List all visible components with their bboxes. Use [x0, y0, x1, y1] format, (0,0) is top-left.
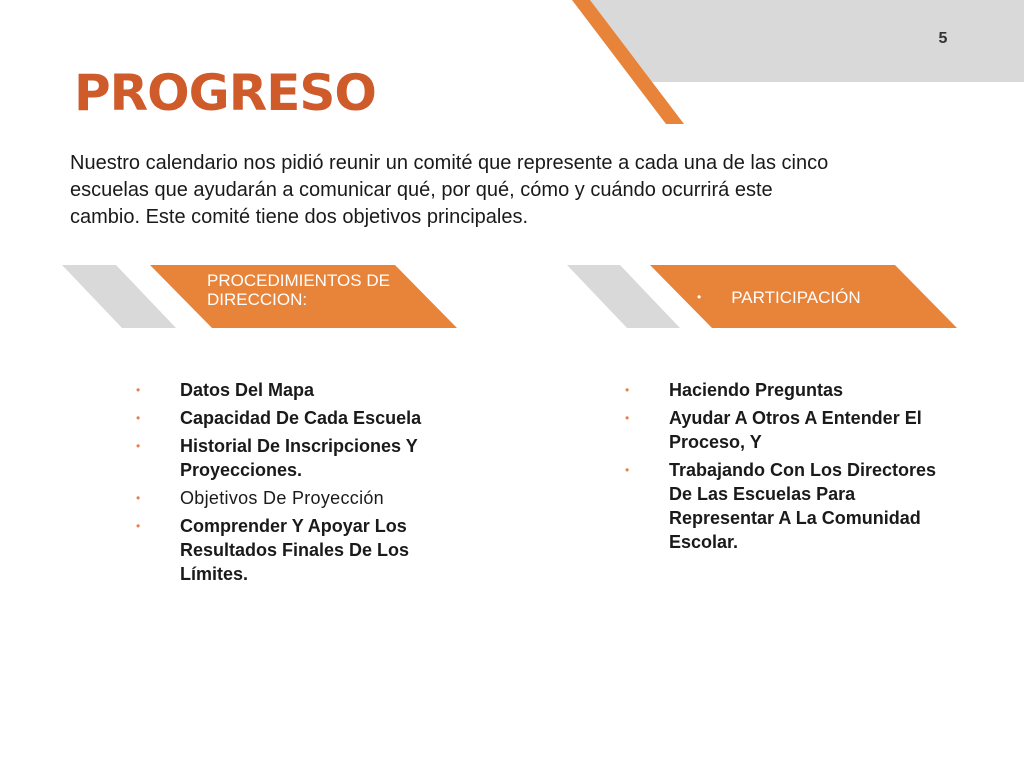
slide-title: PROGRESO — [74, 64, 376, 122]
list-item-text: Capacidad De Cada Escuela — [180, 408, 422, 428]
bullet-icon: • — [625, 411, 630, 425]
list-item-text: Objetivos De Proyección — [180, 488, 384, 508]
list-item-text: Datos Del Mapa — [180, 380, 315, 400]
list-item-text: Ayudar A Otros A Entender El Proceso, Y — [669, 408, 922, 452]
bullet-icon: • — [625, 383, 630, 397]
top-gray-band — [590, 0, 1024, 82]
bullet-icon: • — [136, 519, 141, 533]
bullet-icon: • — [625, 463, 630, 477]
list-item — [136, 406, 456, 430]
list-item — [136, 378, 456, 402]
left-bullet-list — [136, 378, 456, 590]
list-item — [136, 486, 456, 510]
banner-right-bullet: • — [697, 290, 702, 304]
bullet-icon: • — [136, 383, 141, 397]
list-item — [136, 514, 456, 586]
bullet-icon: • — [136, 491, 141, 505]
list-item-text: Historial De Inscripciones Y Proyecciones. — [180, 436, 418, 480]
banner-right-text: PARTICIPACIÓN — [731, 288, 861, 307]
list-item — [625, 378, 945, 402]
right-bullet-list — [625, 378, 945, 558]
list-item-text: Comprender Y Apoyar Los Resultados Finales De Los Límites. — [180, 516, 410, 584]
bullet-icon: • — [136, 439, 141, 453]
left-gray-chevron — [62, 265, 176, 328]
list-item — [136, 434, 456, 482]
banner-left-label: PROCEDIMIENTOS DE DIRECCION: — [207, 271, 390, 309]
list-item-text: Trabajando Con Los Directores De Las Escuelas Para Representar A La Comunidad Escolar. — [669, 460, 937, 552]
banner-right-label — [697, 288, 927, 307]
bullet-icon: • — [136, 411, 141, 425]
page-number: 5 — [938, 30, 948, 47]
list-item — [625, 406, 945, 454]
list-item — [625, 458, 945, 554]
intro-paragraph: Nuestro calendario nos pidió reunir un comité que represente a cada una de las cinco escuelas que ayudarán a comunicar qué, por qué, cómo y cuándo ocurrirá este cambio. Este comité tiene dos objetivos principales. — [70, 152, 829, 228]
list-item-text: Haciendo Preguntas — [669, 380, 844, 400]
